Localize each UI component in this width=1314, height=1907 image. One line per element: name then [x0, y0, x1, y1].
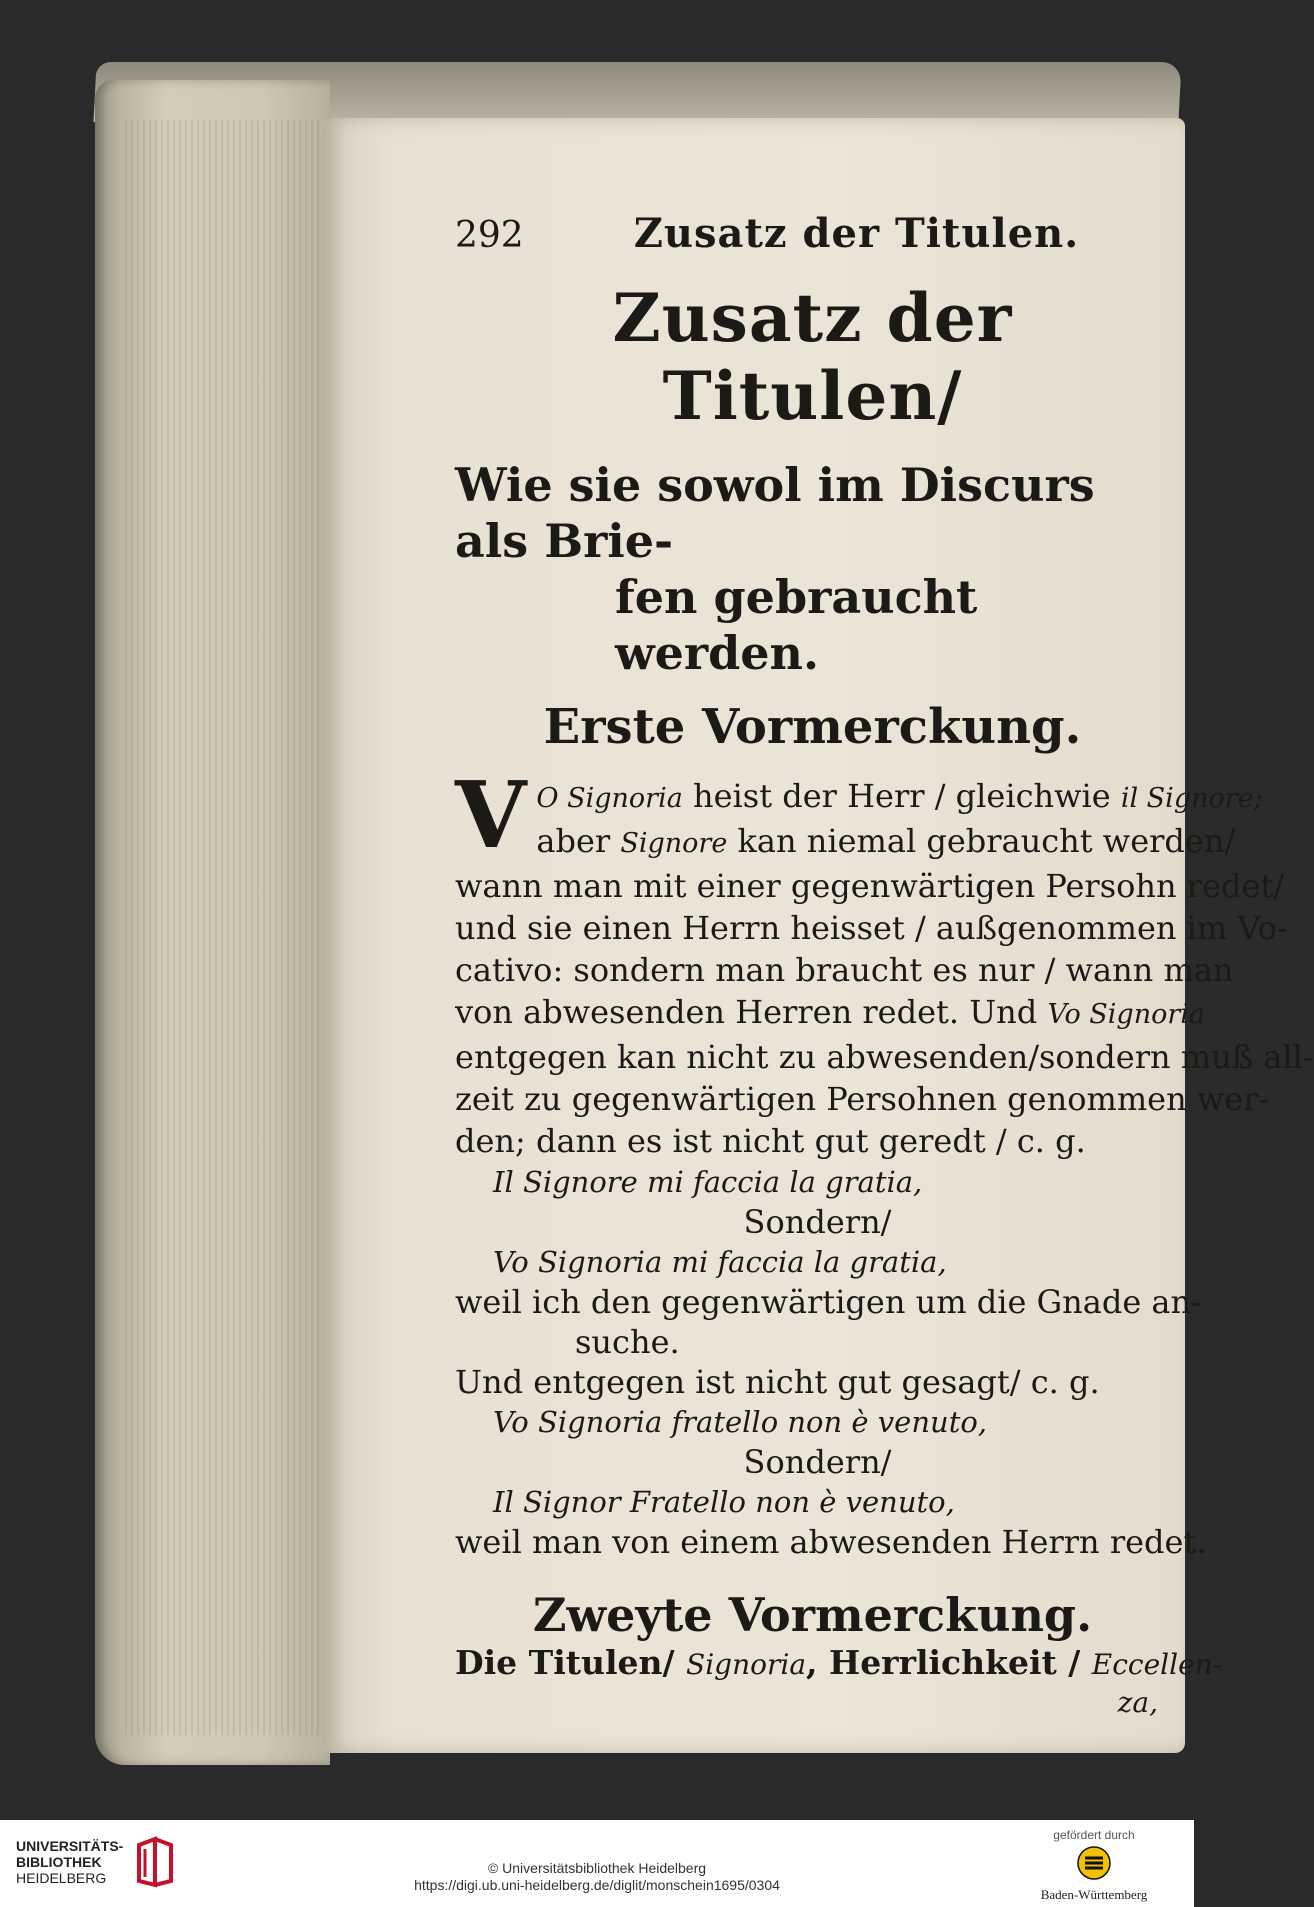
footer-bar	[0, 1820, 1194, 1907]
text-run: von abwesenden Herren redet. Und	[455, 993, 1048, 1031]
state-name: Baden-Württemberg	[1040, 1887, 1148, 1902]
last-line	[455, 1642, 1223, 1686]
subtitle-line-2: fen gebraucht werden.	[615, 570, 978, 680]
last-line-italic-2: Eccellen-	[1091, 1648, 1223, 1681]
text-run: heist der Herr / gleichwie	[682, 777, 1121, 815]
paragraph-line	[455, 907, 1288, 949]
text-run: cativo: sondern man braucht es nur / wann man	[455, 951, 1234, 989]
text-run: und sie einen Herrn heisset / außgenommen im Vo-	[455, 909, 1288, 947]
page-header	[455, 210, 1170, 257]
library-line-1: UNIVERSITÄTS-	[16, 1838, 124, 1854]
page-edge-lines	[125, 120, 320, 1735]
text-run: kan niemal gebraucht werden/	[727, 822, 1236, 860]
subtitle-line-1: Wie sie sowol im Discurs als Brie-	[455, 458, 1095, 568]
italic-phrase: Signore	[620, 828, 728, 859]
book-page-edges	[95, 80, 330, 1765]
paragraph-1	[455, 761, 1314, 1162]
library-line-2: BIBLIOTHEK	[16, 1854, 102, 1870]
italic-phrase: il Signore;	[1120, 783, 1263, 814]
funder-block	[1014, 1828, 1174, 1903]
text-run: zeit zu gegenwärtigen Persohnen genommen wer-	[455, 1080, 1270, 1118]
paragraph-line	[455, 865, 1285, 907]
example-3: Vo Signoria fratello non è venuto,	[493, 1405, 988, 1439]
catchword: za,	[1117, 1686, 1158, 1719]
italic-phrase: Vo Signoria	[1047, 999, 1205, 1030]
sondern-2: Sondern/	[743, 1443, 892, 1481]
text-line-weil-2: weil man von einem abwesenden Herrn redet.	[455, 1523, 1207, 1561]
state-crest-icon	[1077, 1846, 1111, 1880]
last-line-mid: , Herrlichkeit /	[806, 1643, 1092, 1682]
paragraph-line	[455, 775, 1263, 820]
page-text	[455, 210, 1314, 1719]
text-run: aber	[536, 822, 621, 860]
text-run: entgegen kan nicht zu abwesenden/sondern muß all-	[455, 1038, 1314, 1076]
italic-phrase: O Signoria	[536, 783, 683, 814]
paragraph-line	[455, 1078, 1270, 1120]
last-line-italic: Signoria	[686, 1648, 807, 1681]
last-line-pre: Die Titulen/	[455, 1643, 687, 1682]
example-4: Il Signor Fratello non è venuto,	[493, 1485, 955, 1519]
section-heading-1: Erste Vormerckung.	[543, 699, 1082, 755]
example-2: Vo Signoria mi faccia la gratia,	[493, 1245, 947, 1279]
page-number: 292	[455, 215, 524, 256]
text-line-weil-1: weil ich den gegenwärtigen um die Gnade an-	[455, 1283, 1202, 1321]
text-line-suche: suche.	[575, 1323, 680, 1361]
page-title: Zusatz der Titulen/	[612, 279, 1013, 435]
subtitle	[455, 457, 1170, 681]
paragraph-line	[455, 820, 1236, 865]
running-head: Zusatz der Titulen.	[633, 210, 1080, 257]
text-line-und: Und entgegen ist nicht gut gesagt/ c. g.	[455, 1363, 1100, 1401]
paragraph-line	[455, 1120, 1170, 1162]
paragraph-line	[455, 991, 1205, 1036]
library-line-3: HEIDELBERG	[16, 1870, 107, 1886]
funded-by-label: gefördert durch	[1053, 1828, 1135, 1842]
drop-cap: V	[455, 761, 527, 869]
permalink[interactable]: https://digi.ub.uni-heidelberg.de/diglit/monschein1695/0304	[414, 1877, 780, 1893]
paragraph-line	[455, 1036, 1314, 1078]
section-heading-2: Zweyte Vormerckung.	[532, 1588, 1093, 1642]
text-run: den; dann es ist nicht gut geredt / c. g.	[455, 1122, 1086, 1160]
example-1: Il Signore mi faccia la gratia,	[493, 1165, 923, 1199]
text-run: wann man mit einer gegenwärtigen Persohn redet/	[455, 867, 1285, 905]
sondern-1: Sondern/	[743, 1203, 892, 1241]
paragraph-line	[455, 949, 1234, 991]
copyright-text: © Universitätsbibliothek Heidelberg	[487, 1860, 707, 1876]
